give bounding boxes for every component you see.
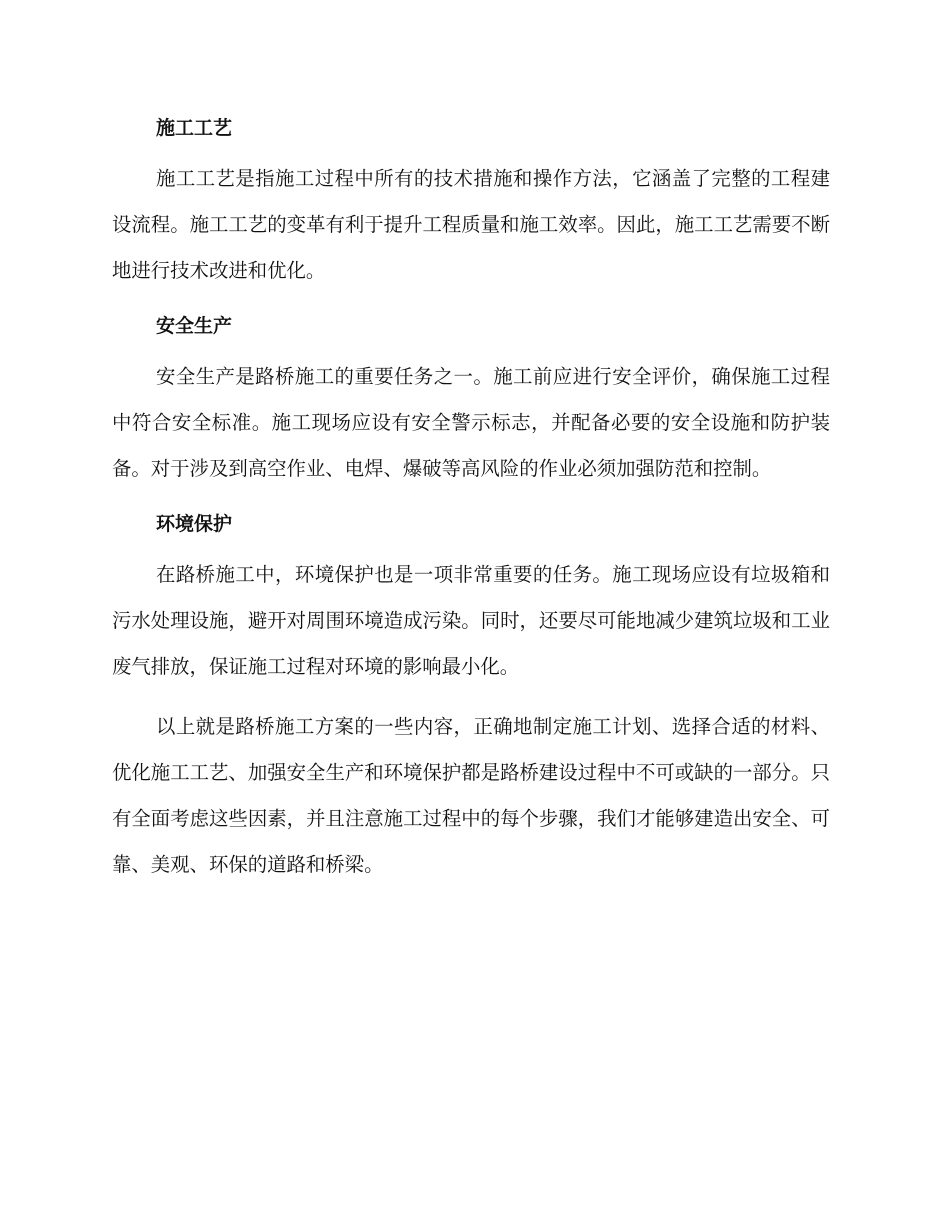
section-heading-safety-production: 安全生产 bbox=[156, 315, 233, 337]
section-paragraph-environmental-protection: 在路桥施工中，环境保护也是一项非常重要的任务。施工现场应设有垃圾箱和污水处理设施，避开对周围环境造成污染。同时，还要尽可能地减少建筑垃圾和工业废气排放，保证施工过程对环境的影响最小化。 bbox=[112, 563, 830, 678]
section-paragraph-safety-production: 安全生产是路桥施工的重要任务之一。施工前应进行安全评价，确保施工过程中符合安全标准。施工现场应设有安全警示标志，并配备必要的安全设施和防护装备。对于涉及到高空作业、电焊、爆破等高风险的作业必须加强防范和控制。 bbox=[112, 365, 830, 480]
section-heading-environmental-protection: 环境保护 bbox=[156, 513, 233, 535]
section-paragraph-construction-process: 施工工艺是指施工过程中所有的技术措施和操作方法，它涵盖了完整的工程建设流程。施工工艺的变革有利于提升工程质量和施工效率。因此，施工工艺需要不断地进行技术改进和优化。 bbox=[112, 167, 830, 282]
section-heading-construction-process: 施工工艺 bbox=[156, 117, 233, 139]
conclusion-paragraph: 以上就是路桥施工方案的一些内容，正确地制定施工计划、选择合适的材料、优化施工工艺、加强安全生产和环境保护都是路桥建设过程中不可或缺的一部分。只有全面考虑这些因素，并且注意施工过程中的每个步骤，我们才能够建造出安全、可靠、美观、环保的道路和桥梁。 bbox=[112, 715, 830, 876]
document-body bbox=[112, 112, 830, 888]
